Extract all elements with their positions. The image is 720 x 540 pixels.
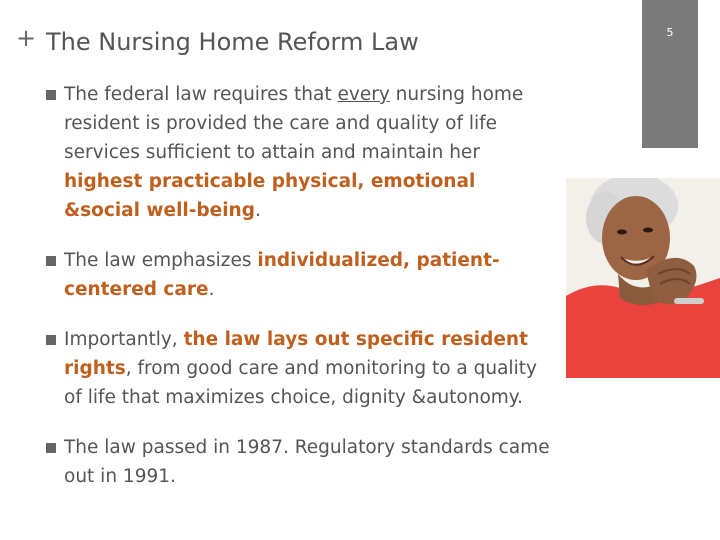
resident-photo-illustration (566, 178, 720, 378)
bullet-text: The federal law requires that (64, 84, 338, 105)
slide-title: The Nursing Home Reform Law (46, 28, 419, 56)
slide-number: 5 (666, 26, 674, 39)
bullet-federal-law (44, 80, 556, 225)
bullet-text: . (254, 200, 261, 221)
bullet-text: The law passed in 1987. Regulatory standards came out in 1991. (64, 437, 550, 487)
bullet-highlight: the law lays out specific resident rights (64, 329, 528, 379)
bullet-text: The law emphasizes (64, 250, 258, 271)
bullet-text: Importantly, (64, 329, 184, 350)
bullet-emphasis (44, 246, 556, 304)
bullet-resident-rights (44, 325, 556, 412)
bullet-highlight: individualized, patient-centered care (64, 250, 500, 300)
bullet-list (44, 80, 556, 512)
slide-number-box (642, 0, 698, 148)
bullet-text: , from good care and monitoring to a quality of life that maximizes choice, dignity &autonomy. (64, 358, 537, 408)
bullet-highlight: highest practicable physical, emotional &social well-being (64, 171, 476, 221)
plus-icon: + (16, 24, 37, 52)
bullet-underlined-word: every (337, 84, 390, 105)
bullet-dates (44, 433, 556, 491)
resident-photo (566, 178, 720, 378)
bullet-text: nursing home resident is provided the care and quality of life services sufficient to attain and maintain her (64, 84, 524, 163)
bullet-text: . (208, 279, 215, 300)
